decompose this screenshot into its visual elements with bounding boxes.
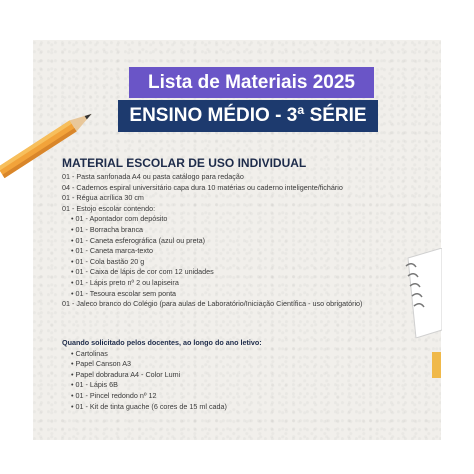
teacher-requested-list <box>62 338 422 412</box>
list-subitem: • 01 - Pincel redondo nº 12 <box>71 390 157 400</box>
section-heading-requested: Quando solicitado pelos docentes, ao longo do ano letivo: <box>62 338 262 347</box>
list-subitem: • 01 - Lápis preto nº 2 ou lapiseira <box>71 277 179 287</box>
list-subitem: • Papel dobradura A4 - Color Lumi <box>71 369 181 379</box>
list-item: 01 - Jaleco branco do Colégio (para aulas de Laboratório/Iniciação Científica - uso obrigatório) <box>62 299 363 309</box>
page-subtitle: ENSINO MÉDIO - 3ª SÉRIE <box>118 100 378 132</box>
decorative-strip <box>432 352 441 378</box>
list-subitem: • 01 - Cola bastão 20 g <box>71 256 145 266</box>
list-subitem: • 01 - Tesoura escolar sem ponta <box>71 288 177 298</box>
list-subitem: • 01 - Lápis 6B <box>71 380 118 390</box>
individual-materials-list <box>62 172 422 310</box>
list-item: 01 - Estojo escolar contendo: <box>62 203 156 213</box>
list-subitem: • 01 - Caneta marca-texto <box>71 246 154 256</box>
list-subitem: • 01 - Kit de tinta guache (6 cores de 15 ml cada) <box>71 401 227 411</box>
section-heading-individual: MATERIAL ESCOLAR DE USO INDIVIDUAL <box>62 156 307 170</box>
list-item: 04 - Cadernos espiral universitário capa dura 10 matérias ou caderno inteligente/fichário <box>62 182 343 192</box>
list-item: 01 - Régua acrílica 30 cm <box>62 193 144 203</box>
list-subitem: • Papel Canson A3 <box>71 359 132 369</box>
list-subitem: • 01 - Borracha branca <box>71 224 144 234</box>
list-item: 01 - Pasta sanfonada A4 ou pasta catálogo para redação <box>62 172 244 181</box>
list-subitem: • 01 - Caixa de lápis de cor com 12 unidades <box>71 267 214 277</box>
list-subitem: • Cartolinas <box>71 348 108 358</box>
list-subitem: • 01 - Apontador com depósito <box>71 214 168 224</box>
page-title: Lista de Materiais 2025 <box>129 67 374 98</box>
list-subitem: • 01 - Caneta esferográfica (azul ou preta) <box>71 235 205 245</box>
